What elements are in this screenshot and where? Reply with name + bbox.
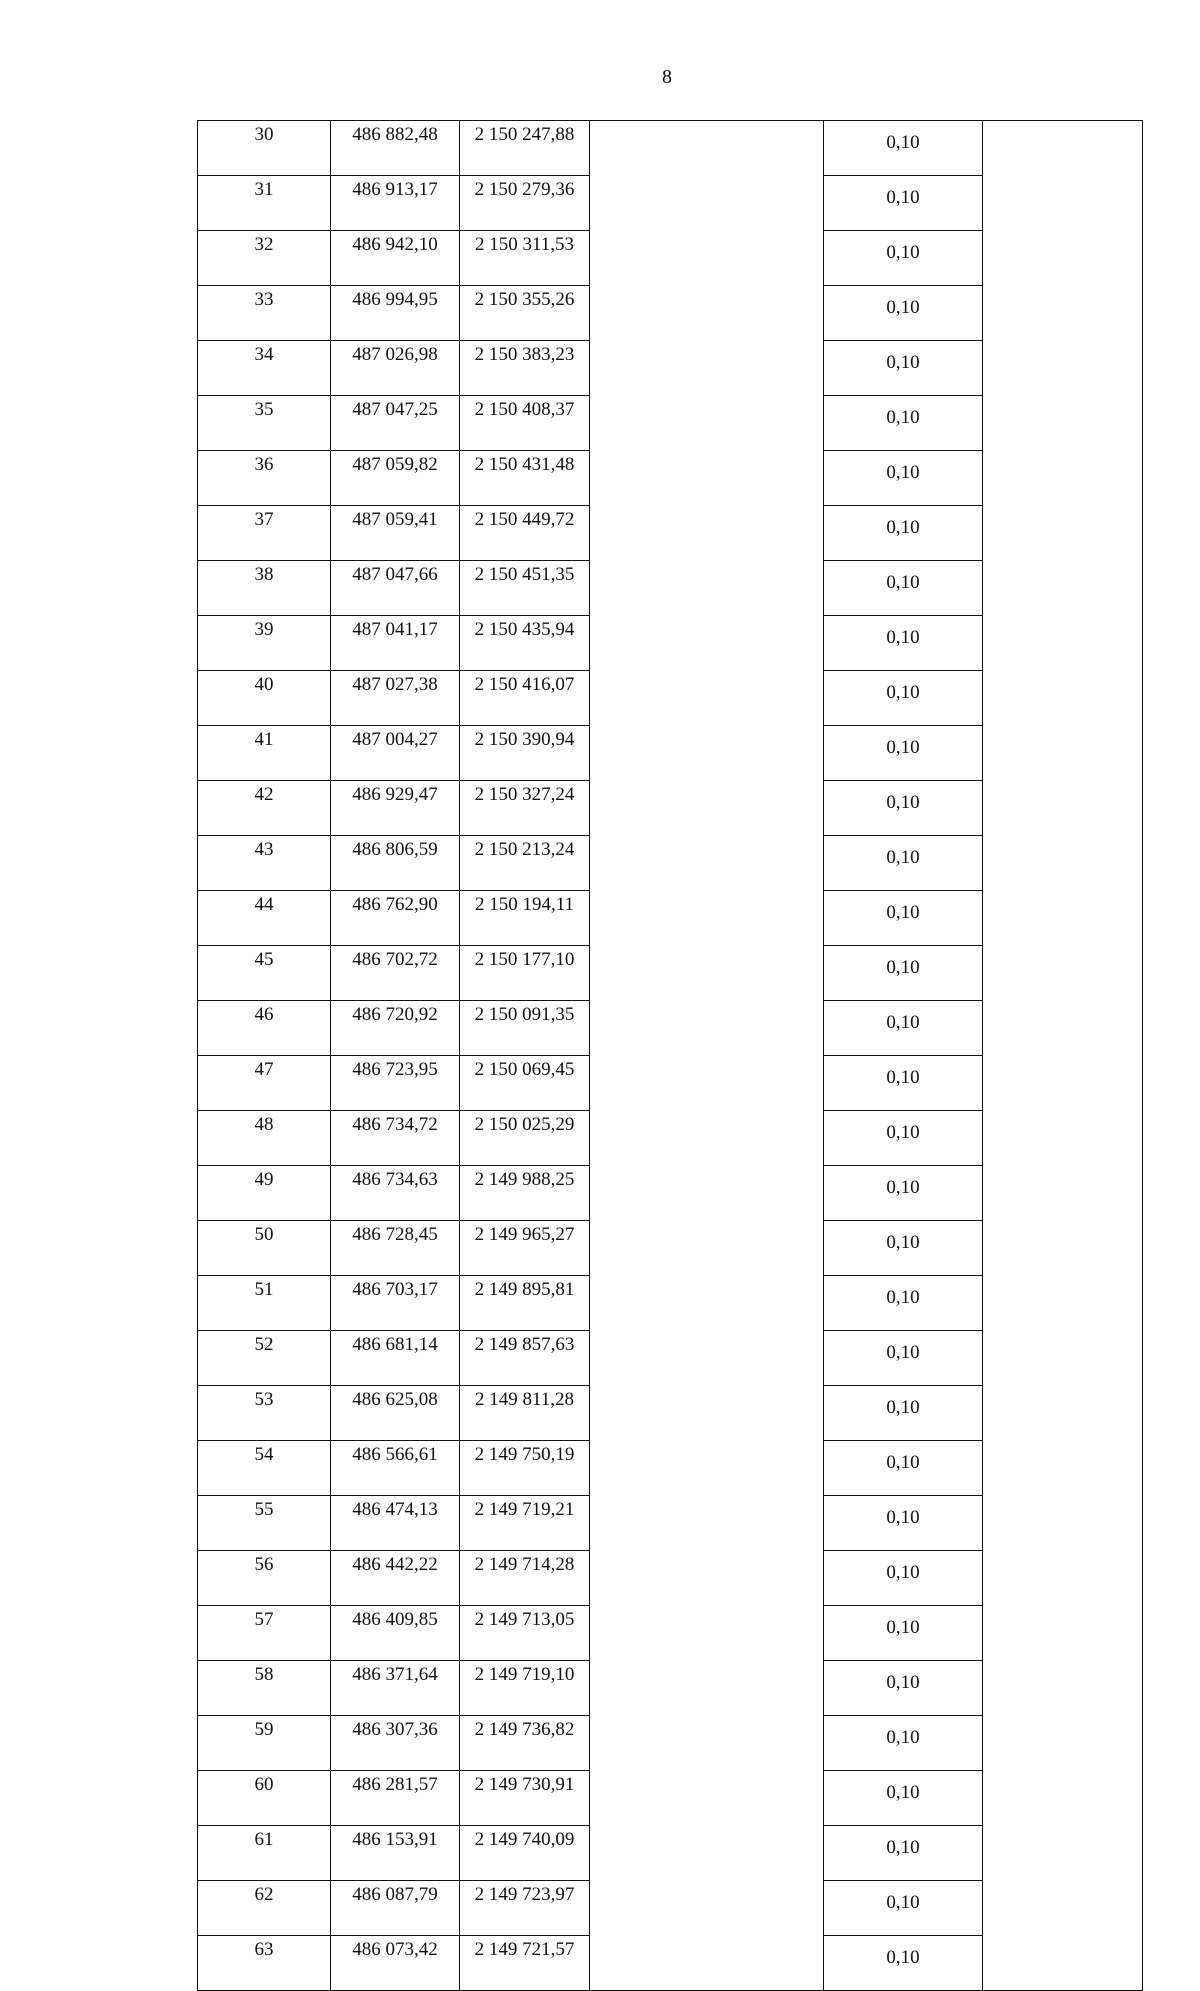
accuracy-cell: 0,10 [824, 1551, 983, 1606]
description-cell [590, 1661, 824, 1716]
coordinate-y-cell: 2 149 713,05 [460, 1606, 590, 1661]
table-row [198, 891, 1143, 946]
table-row [198, 726, 1143, 781]
accuracy-cell: 0,10 [824, 176, 983, 231]
coordinate-x-cell: 486 087,79 [331, 1881, 460, 1936]
description-cell [590, 121, 824, 176]
description-cell [590, 176, 824, 231]
table-row [198, 1716, 1143, 1771]
remarks-cell [983, 1496, 1143, 1551]
table-row [198, 1771, 1143, 1826]
accuracy-cell: 0,10 [824, 1771, 983, 1826]
point-number-cell: 36 [198, 451, 331, 506]
point-number-cell: 39 [198, 616, 331, 671]
coordinate-y-cell: 2 149 811,28 [460, 1386, 590, 1441]
remarks-cell [983, 1386, 1143, 1441]
table-row [198, 1936, 1143, 1991]
remarks-cell [983, 506, 1143, 561]
description-cell [590, 1771, 824, 1826]
coordinate-y-cell: 2 149 736,82 [460, 1716, 590, 1771]
remarks-cell [983, 1111, 1143, 1166]
coordinate-x-cell: 486 942,10 [331, 231, 460, 286]
remarks-cell [983, 341, 1143, 396]
table-row [198, 671, 1143, 726]
coordinate-x-cell: 486 371,64 [331, 1661, 460, 1716]
point-number-cell: 33 [198, 286, 331, 341]
table-row [198, 121, 1143, 176]
point-number-cell: 46 [198, 1001, 331, 1056]
table-row [198, 1001, 1143, 1056]
point-number-cell: 30 [198, 121, 331, 176]
table-row [198, 616, 1143, 671]
coordinate-y-cell: 2 150 431,48 [460, 451, 590, 506]
remarks-cell [983, 286, 1143, 341]
remarks-cell [983, 1056, 1143, 1111]
table-row [198, 1331, 1143, 1386]
point-number-cell: 50 [198, 1221, 331, 1276]
accuracy-cell: 0,10 [824, 1881, 983, 1936]
point-number-cell: 42 [198, 781, 331, 836]
description-cell [590, 1826, 824, 1881]
description-cell [590, 1936, 824, 1991]
description-cell [590, 1496, 824, 1551]
point-number-cell: 41 [198, 726, 331, 781]
coordinate-y-cell: 2 149 719,10 [460, 1661, 590, 1716]
remarks-cell [983, 1881, 1143, 1936]
remarks-cell [983, 451, 1143, 506]
coordinate-x-cell: 486 913,17 [331, 176, 460, 231]
description-cell [590, 946, 824, 1001]
coordinate-y-cell: 2 149 857,63 [460, 1331, 590, 1386]
coordinate-x-cell: 486 702,72 [331, 946, 460, 1001]
remarks-cell [983, 946, 1143, 1001]
remarks-cell [983, 1936, 1143, 1991]
description-cell [590, 1881, 824, 1936]
coordinate-y-cell: 2 149 730,91 [460, 1771, 590, 1826]
table-row [198, 396, 1143, 451]
description-cell [590, 891, 824, 946]
coordinate-x-cell: 486 723,95 [331, 1056, 460, 1111]
coordinate-y-cell: 2 150 435,94 [460, 616, 590, 671]
remarks-cell [983, 176, 1143, 231]
point-number-cell: 53 [198, 1386, 331, 1441]
remarks-cell [983, 671, 1143, 726]
table-row [198, 1551, 1143, 1606]
table-row [198, 1056, 1143, 1111]
accuracy-cell: 0,10 [824, 121, 983, 176]
table-row [198, 1881, 1143, 1936]
description-cell [590, 451, 824, 506]
coordinate-y-cell: 2 150 279,36 [460, 176, 590, 231]
coordinate-x-cell: 487 041,17 [331, 616, 460, 671]
coordinates-table-body [198, 121, 1143, 1991]
description-cell [590, 671, 824, 726]
coordinate-x-cell: 486 734,63 [331, 1166, 460, 1221]
description-cell [590, 561, 824, 616]
point-number-cell: 31 [198, 176, 331, 231]
remarks-cell [983, 1441, 1143, 1496]
table-row [198, 506, 1143, 561]
point-number-cell: 54 [198, 1441, 331, 1496]
coordinate-x-cell: 486 994,95 [331, 286, 460, 341]
point-number-cell: 45 [198, 946, 331, 1001]
coordinate-x-cell: 486 929,47 [331, 781, 460, 836]
coordinate-x-cell: 487 026,98 [331, 341, 460, 396]
coordinate-y-cell: 2 150 213,24 [460, 836, 590, 891]
coordinate-y-cell: 2 149 988,25 [460, 1166, 590, 1221]
accuracy-cell: 0,10 [824, 836, 983, 891]
point-number-cell: 34 [198, 341, 331, 396]
point-number-cell: 37 [198, 506, 331, 561]
remarks-cell [983, 1166, 1143, 1221]
point-number-cell: 48 [198, 1111, 331, 1166]
description-cell [590, 781, 824, 836]
accuracy-cell: 0,10 [824, 1111, 983, 1166]
description-cell [590, 1606, 824, 1661]
description-cell [590, 1056, 824, 1111]
accuracy-cell: 0,10 [824, 616, 983, 671]
coordinate-x-cell: 486 442,22 [331, 1551, 460, 1606]
table-row [198, 451, 1143, 506]
coordinate-x-cell: 486 806,59 [331, 836, 460, 891]
table-row [198, 836, 1143, 891]
description-cell [590, 506, 824, 561]
remarks-cell [983, 231, 1143, 286]
table-row [198, 561, 1143, 616]
point-number-cell: 58 [198, 1661, 331, 1716]
table-row [198, 946, 1143, 1001]
accuracy-cell: 0,10 [824, 231, 983, 286]
accuracy-cell: 0,10 [824, 1606, 983, 1661]
table-row [198, 1606, 1143, 1661]
accuracy-cell: 0,10 [824, 1936, 983, 1991]
accuracy-cell: 0,10 [824, 506, 983, 561]
accuracy-cell: 0,10 [824, 286, 983, 341]
description-cell [590, 1001, 824, 1056]
coordinate-y-cell: 2 149 719,21 [460, 1496, 590, 1551]
accuracy-cell: 0,10 [824, 451, 983, 506]
point-number-cell: 44 [198, 891, 331, 946]
remarks-cell [983, 561, 1143, 616]
coordinate-y-cell: 2 150 247,88 [460, 121, 590, 176]
table-row [198, 286, 1143, 341]
remarks-cell [983, 891, 1143, 946]
remarks-cell [983, 1716, 1143, 1771]
coordinate-y-cell: 2 149 740,09 [460, 1826, 590, 1881]
coordinate-x-cell: 487 004,27 [331, 726, 460, 781]
point-number-cell: 56 [198, 1551, 331, 1606]
remarks-cell [983, 1221, 1143, 1276]
coordinate-x-cell: 487 047,66 [331, 561, 460, 616]
remarks-cell [983, 836, 1143, 891]
point-number-cell: 38 [198, 561, 331, 616]
description-cell [590, 1276, 824, 1331]
accuracy-cell: 0,10 [824, 1221, 983, 1276]
description-cell [590, 1551, 824, 1606]
accuracy-cell: 0,10 [824, 1001, 983, 1056]
description-cell [590, 341, 824, 396]
accuracy-cell: 0,10 [824, 781, 983, 836]
point-number-cell: 40 [198, 671, 331, 726]
coordinate-y-cell: 2 150 390,94 [460, 726, 590, 781]
table-row [198, 341, 1143, 396]
coordinate-y-cell: 2 149 723,97 [460, 1881, 590, 1936]
table-row [198, 176, 1143, 231]
coordinate-y-cell: 2 150 408,37 [460, 396, 590, 451]
coordinate-y-cell: 2 149 965,27 [460, 1221, 590, 1276]
point-number-cell: 59 [198, 1716, 331, 1771]
table-row [198, 1386, 1143, 1441]
point-number-cell: 49 [198, 1166, 331, 1221]
point-number-cell: 57 [198, 1606, 331, 1661]
description-cell [590, 286, 824, 341]
accuracy-cell: 0,10 [824, 891, 983, 946]
point-number-cell: 55 [198, 1496, 331, 1551]
coordinate-x-cell: 487 047,25 [331, 396, 460, 451]
accuracy-cell: 0,10 [824, 341, 983, 396]
coordinate-y-cell: 2 150 091,35 [460, 1001, 590, 1056]
accuracy-cell: 0,10 [824, 1441, 983, 1496]
remarks-cell [983, 781, 1143, 836]
point-number-cell: 52 [198, 1331, 331, 1386]
accuracy-cell: 0,10 [824, 1716, 983, 1771]
description-cell [590, 231, 824, 286]
remarks-cell [983, 726, 1143, 781]
coordinates-table [197, 120, 1143, 1991]
table-row [198, 781, 1143, 836]
coordinate-x-cell: 486 728,45 [331, 1221, 460, 1276]
coordinate-x-cell: 486 307,36 [331, 1716, 460, 1771]
coordinate-y-cell: 2 150 025,29 [460, 1111, 590, 1166]
remarks-cell [983, 396, 1143, 451]
coordinate-x-cell: 486 762,90 [331, 891, 460, 946]
coordinate-x-cell: 486 474,13 [331, 1496, 460, 1551]
accuracy-cell: 0,10 [824, 1166, 983, 1221]
accuracy-cell: 0,10 [824, 1496, 983, 1551]
accuracy-cell: 0,10 [824, 1056, 983, 1111]
description-cell [590, 1441, 824, 1496]
table-row [198, 1441, 1143, 1496]
accuracy-cell: 0,10 [824, 1386, 983, 1441]
table-row [198, 1826, 1143, 1881]
coordinate-x-cell: 486 566,61 [331, 1441, 460, 1496]
coordinate-x-cell: 486 153,91 [331, 1826, 460, 1881]
point-number-cell: 63 [198, 1936, 331, 1991]
point-number-cell: 60 [198, 1771, 331, 1826]
accuracy-cell: 0,10 [824, 671, 983, 726]
remarks-cell [983, 1606, 1143, 1661]
coordinate-x-cell: 486 681,14 [331, 1331, 460, 1386]
description-cell [590, 726, 824, 781]
remarks-cell [983, 121, 1143, 176]
accuracy-cell: 0,10 [824, 561, 983, 616]
accuracy-cell: 0,10 [824, 1331, 983, 1386]
accuracy-cell: 0,10 [824, 396, 983, 451]
point-number-cell: 51 [198, 1276, 331, 1331]
point-number-cell: 61 [198, 1826, 331, 1881]
table-row [198, 1496, 1143, 1551]
description-cell [590, 1221, 824, 1276]
remarks-cell [983, 1551, 1143, 1606]
coordinate-y-cell: 2 149 750,19 [460, 1441, 590, 1496]
coordinate-x-cell: 486 073,42 [331, 1936, 460, 1991]
coordinate-x-cell: 486 703,17 [331, 1276, 460, 1331]
coordinate-x-cell: 486 281,57 [331, 1771, 460, 1826]
coordinate-y-cell: 2 150 311,53 [460, 231, 590, 286]
coordinate-y-cell: 2 149 714,28 [460, 1551, 590, 1606]
remarks-cell [983, 1771, 1143, 1826]
table-row [198, 1276, 1143, 1331]
description-cell [590, 1111, 824, 1166]
coordinate-x-cell: 487 059,82 [331, 451, 460, 506]
accuracy-cell: 0,10 [824, 1661, 983, 1716]
point-number-cell: 62 [198, 1881, 331, 1936]
coordinate-y-cell: 2 149 721,57 [460, 1936, 590, 1991]
coordinate-x-cell: 486 720,92 [331, 1001, 460, 1056]
remarks-cell [983, 1331, 1143, 1386]
accuracy-cell: 0,10 [824, 946, 983, 1001]
point-number-cell: 47 [198, 1056, 331, 1111]
coordinate-y-cell: 2 150 327,24 [460, 781, 590, 836]
remarks-cell [983, 1661, 1143, 1716]
description-cell [590, 1166, 824, 1221]
remarks-cell [983, 1001, 1143, 1056]
coordinate-x-cell: 487 027,38 [331, 671, 460, 726]
description-cell [590, 396, 824, 451]
accuracy-cell: 0,10 [824, 1826, 983, 1881]
coordinate-x-cell: 486 625,08 [331, 1386, 460, 1441]
coordinate-x-cell: 487 059,41 [331, 506, 460, 561]
accuracy-cell: 0,10 [824, 726, 983, 781]
point-number-cell: 32 [198, 231, 331, 286]
description-cell [590, 1716, 824, 1771]
coordinate-y-cell: 2 150 194,11 [460, 891, 590, 946]
description-cell [590, 616, 824, 671]
coordinate-y-cell: 2 150 355,26 [460, 286, 590, 341]
coordinate-x-cell: 486 882,48 [331, 121, 460, 176]
coordinate-x-cell: 486 409,85 [331, 1606, 460, 1661]
coordinate-x-cell: 486 734,72 [331, 1111, 460, 1166]
table-row [198, 1661, 1143, 1716]
table-row [198, 1166, 1143, 1221]
remarks-cell [983, 1826, 1143, 1881]
description-cell [590, 1386, 824, 1441]
description-cell [590, 1331, 824, 1386]
coordinate-y-cell: 2 149 895,81 [460, 1276, 590, 1331]
remarks-cell [983, 1276, 1143, 1331]
table-row [198, 1111, 1143, 1166]
coordinate-y-cell: 2 150 416,07 [460, 671, 590, 726]
description-cell [590, 836, 824, 891]
table-row [198, 231, 1143, 286]
coordinate-y-cell: 2 150 449,72 [460, 506, 590, 561]
coordinate-y-cell: 2 150 177,10 [460, 946, 590, 1001]
coordinate-y-cell: 2 150 069,45 [460, 1056, 590, 1111]
accuracy-cell: 0,10 [824, 1276, 983, 1331]
coordinate-y-cell: 2 150 383,23 [460, 341, 590, 396]
page-number-text: 8 [662, 66, 672, 88]
point-number-cell: 43 [198, 836, 331, 891]
remarks-cell [983, 616, 1143, 671]
point-number-cell: 35 [198, 396, 331, 451]
coordinate-y-cell: 2 150 451,35 [460, 561, 590, 616]
table-row [198, 1221, 1143, 1276]
